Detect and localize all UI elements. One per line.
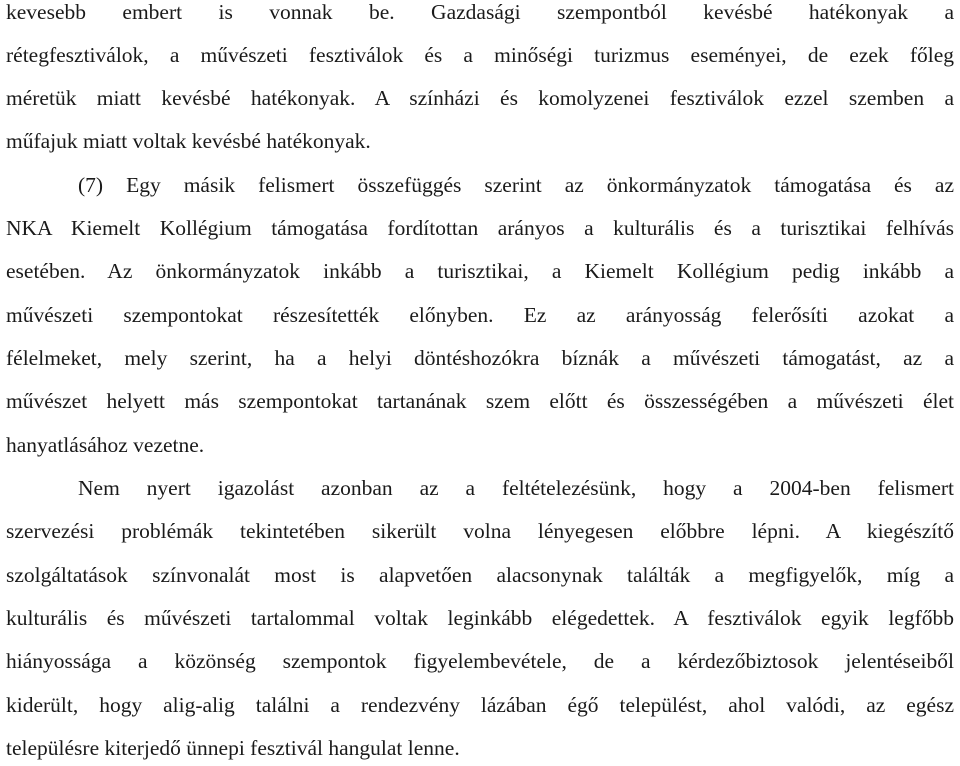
paragraph-1-line-3: méretük miatt kevésbé hatékonyak. A színházi és komolyzenei fesztiválok ezzel szemben a <box>6 86 954 110</box>
paragraph-3-line-6: kiderült, hogy alig-alig találni a rendezvény lázában égő települést, ahol valódi, az egész <box>6 693 954 717</box>
paragraph-3-line-2: szervezési problémák tekintetében sikerült volna lényegesen előbbre lépni. A kiegészítő <box>6 519 954 543</box>
paragraph-2-line-2: NKA Kiemelt Kollégium támogatása fordítottan arányos a kulturális és a turisztikai felhívás <box>6 216 954 240</box>
paragraph-3-line-5: hiányossága a közönség szempontok figyelembevétele, de a kérdezőbiztosok jelentéseiből <box>6 649 954 673</box>
paragraph-2-line-6: művészet helyett más szempontokat tartanának szem előtt és összességében a művészeti élet <box>6 389 954 413</box>
paragraph-3-line-3: szolgáltatások színvonalát most is alapvetően alacsonynak találták a megfigyelők, míg a <box>6 563 954 587</box>
paragraph-2-line-4: művészeti szempontokat részesítették előnyben. Ez az arányosság felerősíti azokat a <box>6 303 954 327</box>
paragraph-2-line-3: esetében. Az önkormányzatok inkább a turisztikai, a Kiemelt Kollégium pedig inkább a <box>6 259 954 283</box>
paragraph-2-line-1: (7) Egy másik felismert összefüggés szerint az önkormányzatok támogatása és az <box>78 173 954 197</box>
paragraph-1-line-2: rétegfesztiválok, a művészeti fesztiválok és a minőségi turizmus eseményei, de ezek főleg <box>6 43 954 67</box>
paragraph-3-line-7: településre kiterjedő ünnepi fesztivál hangulat lenne. <box>6 736 460 760</box>
paragraph-2-line-7: hanyatlásához vezetne. <box>6 433 205 457</box>
paragraph-2-line-5: félelmeket, mely szerint, ha a helyi döntéshozókra bíznák a művészeti támogatást, az a <box>6 346 954 370</box>
paragraph-1-line-1: kevesebb embert is vonnak be. Gazdasági szempontból kevésbé hatékonyak a <box>6 0 954 24</box>
paragraph-3-line-4: kulturális és művészeti tartalommal voltak leginkább elégedettek. A fesztiválok egyik legfőbb <box>6 606 954 630</box>
paragraph-3-line-1: Nem nyert igazolást azonban az a feltételezésünk, hogy a 2004-ben felismert <box>78 476 954 500</box>
paragraph-1-line-4: műfajuk miatt voltak kevésbé hatékonyak. <box>6 129 371 153</box>
